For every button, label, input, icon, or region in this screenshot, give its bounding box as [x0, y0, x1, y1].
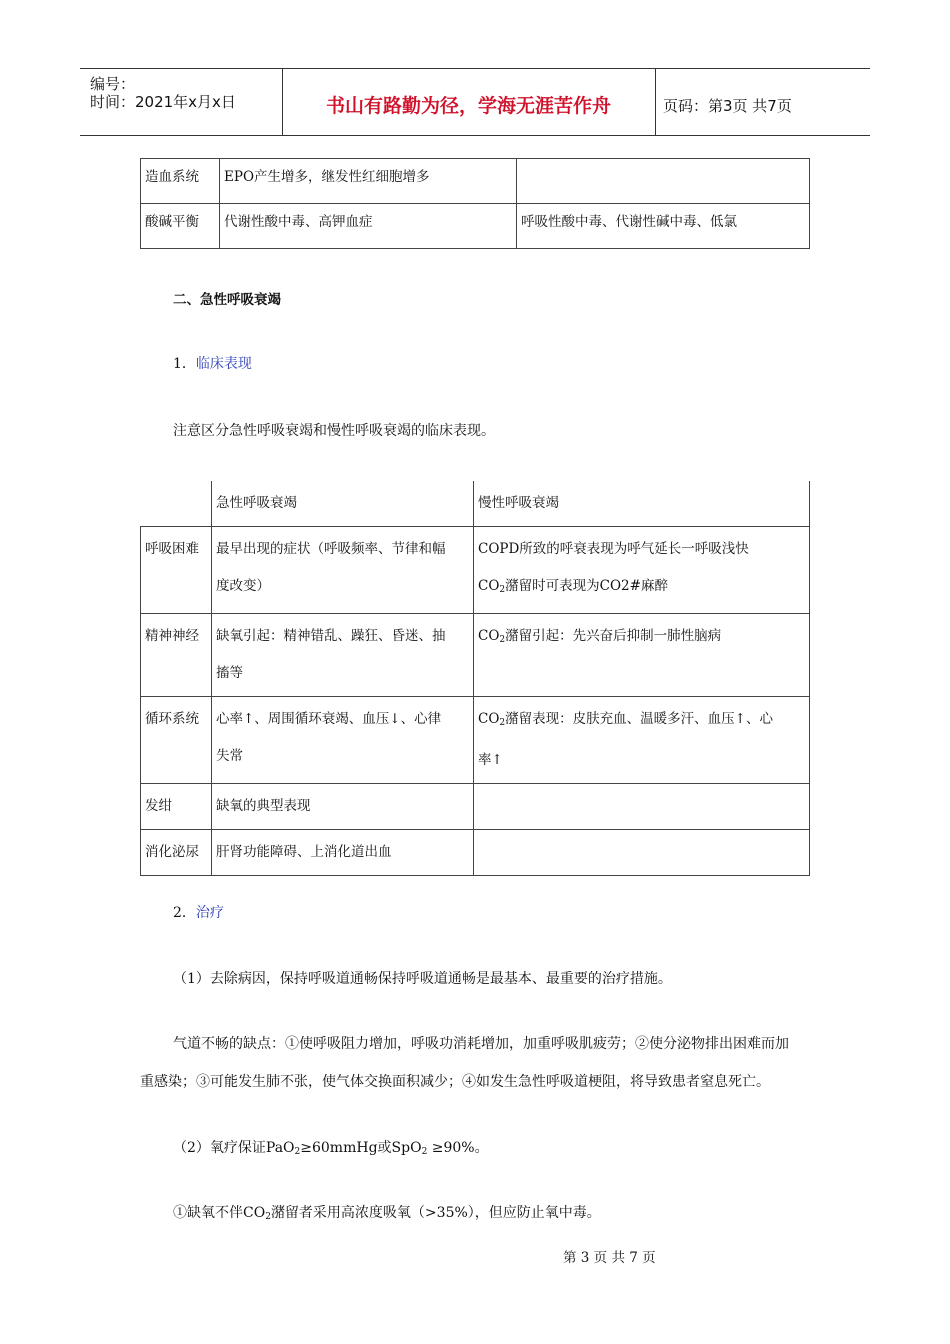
table-cell: 酸碱平衡 [141, 204, 220, 249]
text-part: CO [478, 578, 500, 594]
table-row [141, 527, 810, 614]
text-part: ≥60mmHg或SpO [300, 1140, 422, 1156]
text-part: （2）氧疗保证PaO [173, 1140, 295, 1156]
table-row [141, 614, 810, 697]
paragraph: （1）去除病因，保持呼吸道通畅保持呼吸道通畅是最基本、最重要的治疗措施。 [173, 971, 672, 987]
acute-cell: 肝肾功能障碍、上消化道出血 [212, 830, 474, 876]
page-info: 页码：第3页 共7页 [663, 97, 792, 115]
chronic-cell [474, 830, 810, 876]
text-part: 潴留表现：皮肤充血、温暖多汗、血压↑、心 [505, 711, 773, 727]
row-label: 发绀 [141, 784, 212, 830]
cell-line: 度改变） [216, 578, 270, 594]
cell-line: 缺氧引起：精神错乱、躁狂、昏迷、抽 [216, 628, 446, 644]
acute-cell: 缺氧的典型表现 [212, 784, 474, 830]
chronic-cell [474, 527, 810, 614]
table-cell: 造血系统 [141, 159, 220, 204]
cell-line: 搐等 [216, 665, 243, 681]
table-header-cell: 慢性呼吸衰竭 [474, 481, 810, 527]
text-part: CO [478, 711, 500, 727]
text-part: 潴留引起：先兴奋后抑制一肺性脑病 [505, 628, 722, 644]
text-part: ①缺氧不伴CO [173, 1205, 266, 1221]
table-cell [517, 159, 810, 204]
cell-line: 心率↑、周围循环衰竭、血压↓、心律 [216, 711, 442, 727]
cell-line [478, 618, 805, 659]
table-row [141, 784, 810, 830]
table-cell: 代谢性酸中毒、高钾血症 [220, 204, 517, 249]
acute-cell [212, 614, 474, 697]
table-cell: EPO产生增多，继发性红细胞增多 [220, 159, 517, 204]
subscript: 2 [265, 1212, 271, 1222]
table-cell: 呼吸性酸中毒、代谢性碱中毒、低氯 [517, 204, 810, 249]
paragraph-oxygen [173, 1137, 489, 1157]
header-meta [80, 69, 283, 135]
table-row [141, 159, 810, 204]
paragraph-line: 气道不畅的缺点：①使呼吸阻力增加，呼吸功消耗增加，加重呼吸肌疲劳；②使分泌物排出困难而加 [173, 1036, 789, 1052]
chronic-cell [474, 784, 810, 830]
acute-cell [212, 527, 474, 614]
acute-cell [212, 697, 474, 784]
header-motto: 书山有路勤为径，学海无涯苦作舟 [325, 95, 611, 117]
cell-line: 最早出现的症状（呼吸频率、节律和幅 [216, 541, 446, 557]
date-label: 时间：2021年x月x日 [90, 93, 236, 111]
text-part: CO [478, 628, 500, 644]
subsection-number: 1． [173, 356, 196, 372]
comparison-table-continued [140, 158, 810, 249]
cell-line [478, 701, 805, 742]
subsection-number: 2． [173, 905, 196, 921]
page-header [80, 68, 870, 136]
text-part: 潴留者采用高浓度吸氧（>35%），但应防止氧中毒。 [270, 1205, 601, 1221]
note-text: 注意区分急性呼吸衰竭和慢性呼吸衰竭的临床表现。 [173, 423, 495, 439]
text-part: 潴留时可表现为CO2#麻醉 [505, 578, 668, 594]
row-label: 呼吸困难 [141, 527, 212, 614]
chronic-cell [474, 697, 810, 784]
section-title: 二、急性呼吸衰竭 [173, 292, 281, 308]
row-label: 循环系统 [141, 697, 212, 784]
text-part: ≥90%。 [427, 1140, 489, 1156]
subscript: 2 [499, 718, 506, 728]
subsection-clinical [173, 353, 252, 373]
cell-line [478, 568, 805, 609]
table-row [141, 204, 810, 249]
header-motto-cell [282, 69, 656, 135]
subsection-title: 治疗 [195, 905, 224, 921]
paragraph-high-oxygen [173, 1202, 601, 1222]
subscript: 2 [421, 1147, 428, 1157]
page-footer: 第 3 页 共 7 页 [563, 1250, 656, 1266]
cell-line: 率↑ [478, 752, 503, 768]
subsection-title: 临床表现 [195, 356, 252, 372]
table-header-cell [141, 481, 212, 527]
subsection-treatment [173, 902, 224, 922]
respiratory-failure-table [140, 481, 810, 876]
number-label: 编号： [90, 75, 136, 93]
table-row [141, 697, 810, 784]
paragraph-line: 重感染；③可能发生肺不张，使气体交换面积减少；④如发生急性呼吸道梗阻，将导致患者窒息死亡。 [140, 1074, 770, 1090]
table-header-row [141, 481, 810, 527]
subscript: 2 [499, 585, 506, 595]
row-label: 精神神经 [141, 614, 212, 697]
cell-line: COPD所致的呼衰表现为呼气延长一呼吸浅快 [478, 541, 749, 557]
cell-line: 失常 [216, 748, 243, 764]
subscript: 2 [499, 635, 506, 645]
table-row [141, 830, 810, 876]
row-label: 消化泌尿 [141, 830, 212, 876]
chronic-cell [474, 614, 810, 697]
table-header-cell: 急性呼吸衰竭 [212, 481, 474, 527]
subscript: 2 [294, 1147, 301, 1157]
